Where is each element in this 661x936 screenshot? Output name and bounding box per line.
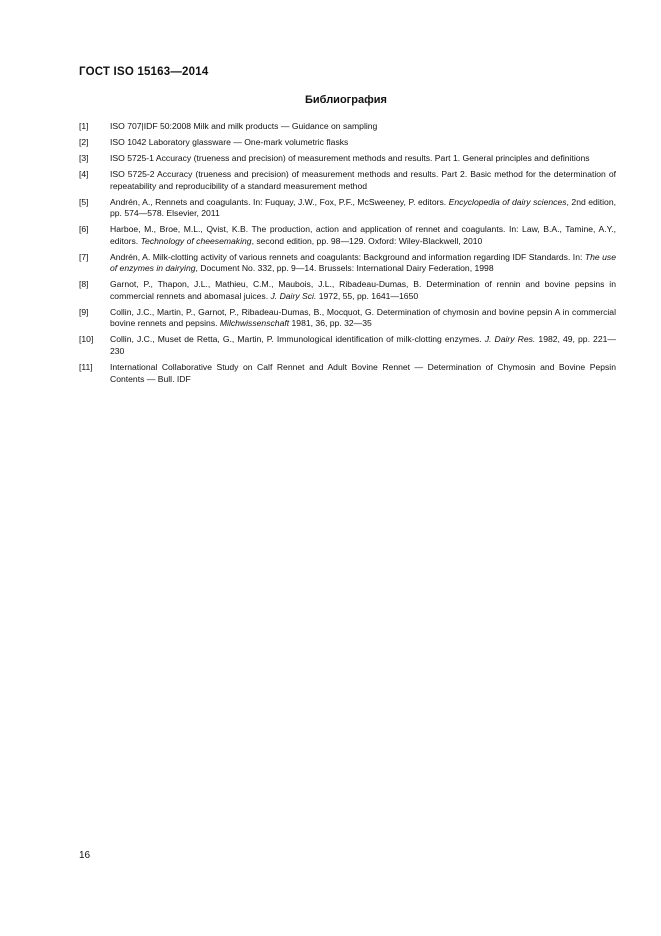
reference-text-part: Garnot, P., Thapon, J.L., Mathieu, C.M., Maubois, J.L., Ribadeau-Dumas, B. Determination of rennin and bovine pepsins in commercial rennets and abomasal juices. (110, 279, 616, 301)
reference-item (79, 169, 616, 192)
reference-number: [1] (79, 121, 89, 131)
reference-text-part: ISO 1042 Laboratory glassware — One-mark volumetric flasks (110, 136, 349, 147)
reference-text-part: 1972, 55, pp. 1641—1650 (316, 290, 419, 301)
reference-title-italic: Milchwissenschaft (219, 318, 290, 329)
reference-text-part: Andrén, A. Milk-clotting activity of various rennets and coagulants: Background and information regarding IDF Standards. In: (110, 251, 585, 262)
reference-text-part: ISO 707|IDF 50:2008 Milk and milk products — Guidance on sampling (110, 121, 378, 131)
reference-text (110, 307, 616, 330)
reference-text-part: 1981, 36, pp. 32—35 (289, 318, 372, 329)
reference-title-italic: Technology of cheesemaking (140, 235, 252, 246)
reference-item (79, 224, 616, 247)
reference-item (79, 307, 616, 330)
reference-number: [5] (79, 196, 89, 207)
reference-text (110, 224, 616, 247)
reference-text-part: 1982, 49, pp. 221—230 (110, 334, 616, 357)
reference-item (79, 121, 616, 133)
reference-item (79, 279, 616, 302)
reference-text-part: ISO 5725-2 Accuracy (trueness and precision) of measurement methods and results. Part 2. Basic method for the determination of repeatability and reproducibility of a standard measurement method (110, 168, 616, 191)
reference-number: [8] (79, 279, 89, 290)
bibliography-title: Библиография (305, 94, 387, 106)
page-number: 16 (79, 850, 91, 861)
reference-number: [11] (79, 362, 93, 372)
reference-text-part: , second edition, pp. 98—129. Oxford: Wiley-Blackwell, 2010 (251, 235, 483, 246)
reference-text-part: ISO 5725-1 Accuracy (trueness and precision) of measurement methods and results. Part 1. General principles and definitions (110, 152, 590, 163)
reference-text (110, 334, 616, 357)
reference-text-part: Collin, J.C., Martin, P., Garnot, P., Ribadeau-Dumas, B., Mocquot, G. Determination of chymosin and bovine pepsin A in commercial bovine rennets and pepsins. (110, 306, 616, 329)
document-header: ГОСТ ISO 15163—2014 (79, 66, 209, 78)
reference-item (79, 153, 616, 165)
reference-text (110, 137, 616, 149)
reference-text (110, 121, 616, 133)
reference-number: [10] (79, 334, 94, 345)
reference-text-part: Harboe, M., Broe, M.L., Qvist, K.B. The production, action and application of rennet and coagulants. In: Law, B.A., Tamine, A.Y., editors. (110, 224, 616, 246)
reference-number: [7] (79, 251, 89, 262)
reference-text (110, 362, 616, 385)
reference-text (110, 169, 616, 192)
reference-number: [4] (79, 168, 89, 179)
reference-text-part: Collin, J.C., Muset de Retta, G., Martin, P. Immunological identification of milk-clotting enzymes. (110, 334, 485, 345)
reference-title-italic: J. Dairy Res. (484, 334, 536, 345)
reference-text-part: , Document No. 332, pp. 9—14. Brussels: International Dairy Federation, 1998 (195, 263, 494, 274)
reference-item (79, 334, 616, 357)
reference-item (79, 362, 616, 385)
reference-number: [9] (79, 306, 89, 317)
reference-number: [3] (79, 152, 89, 163)
reference-text (110, 252, 616, 275)
reference-item (79, 197, 616, 220)
reference-item (79, 137, 616, 149)
reference-text-part: , 2nd edition, pp. 574—578. Elsevier, 2011 (110, 196, 616, 219)
reference-title-italic: Encyclopedia of dairy sciences (448, 196, 567, 207)
reference-text (110, 197, 616, 220)
reference-list (79, 121, 616, 390)
reference-number: [6] (79, 224, 89, 235)
reference-title-italic: J. Dairy Sci. (270, 290, 317, 301)
reference-item (79, 252, 616, 275)
reference-title-italic: The use of enzymes in dairying (110, 251, 616, 274)
reference-number: [2] (79, 136, 89, 147)
reference-text (110, 279, 616, 302)
reference-text-part: Andrén, A., Rennets and coagulants. In: Fuquay, J.W., Fox, P.F., McSweeney, P. editors. (110, 196, 449, 207)
reference-text-part: International Collaborative Study on Calf Rennet and Adult Bovine Rennet — Determination of Chymosin and Bovine Pepsin Contents — Bull. IDF (110, 362, 616, 384)
reference-text (110, 153, 616, 165)
